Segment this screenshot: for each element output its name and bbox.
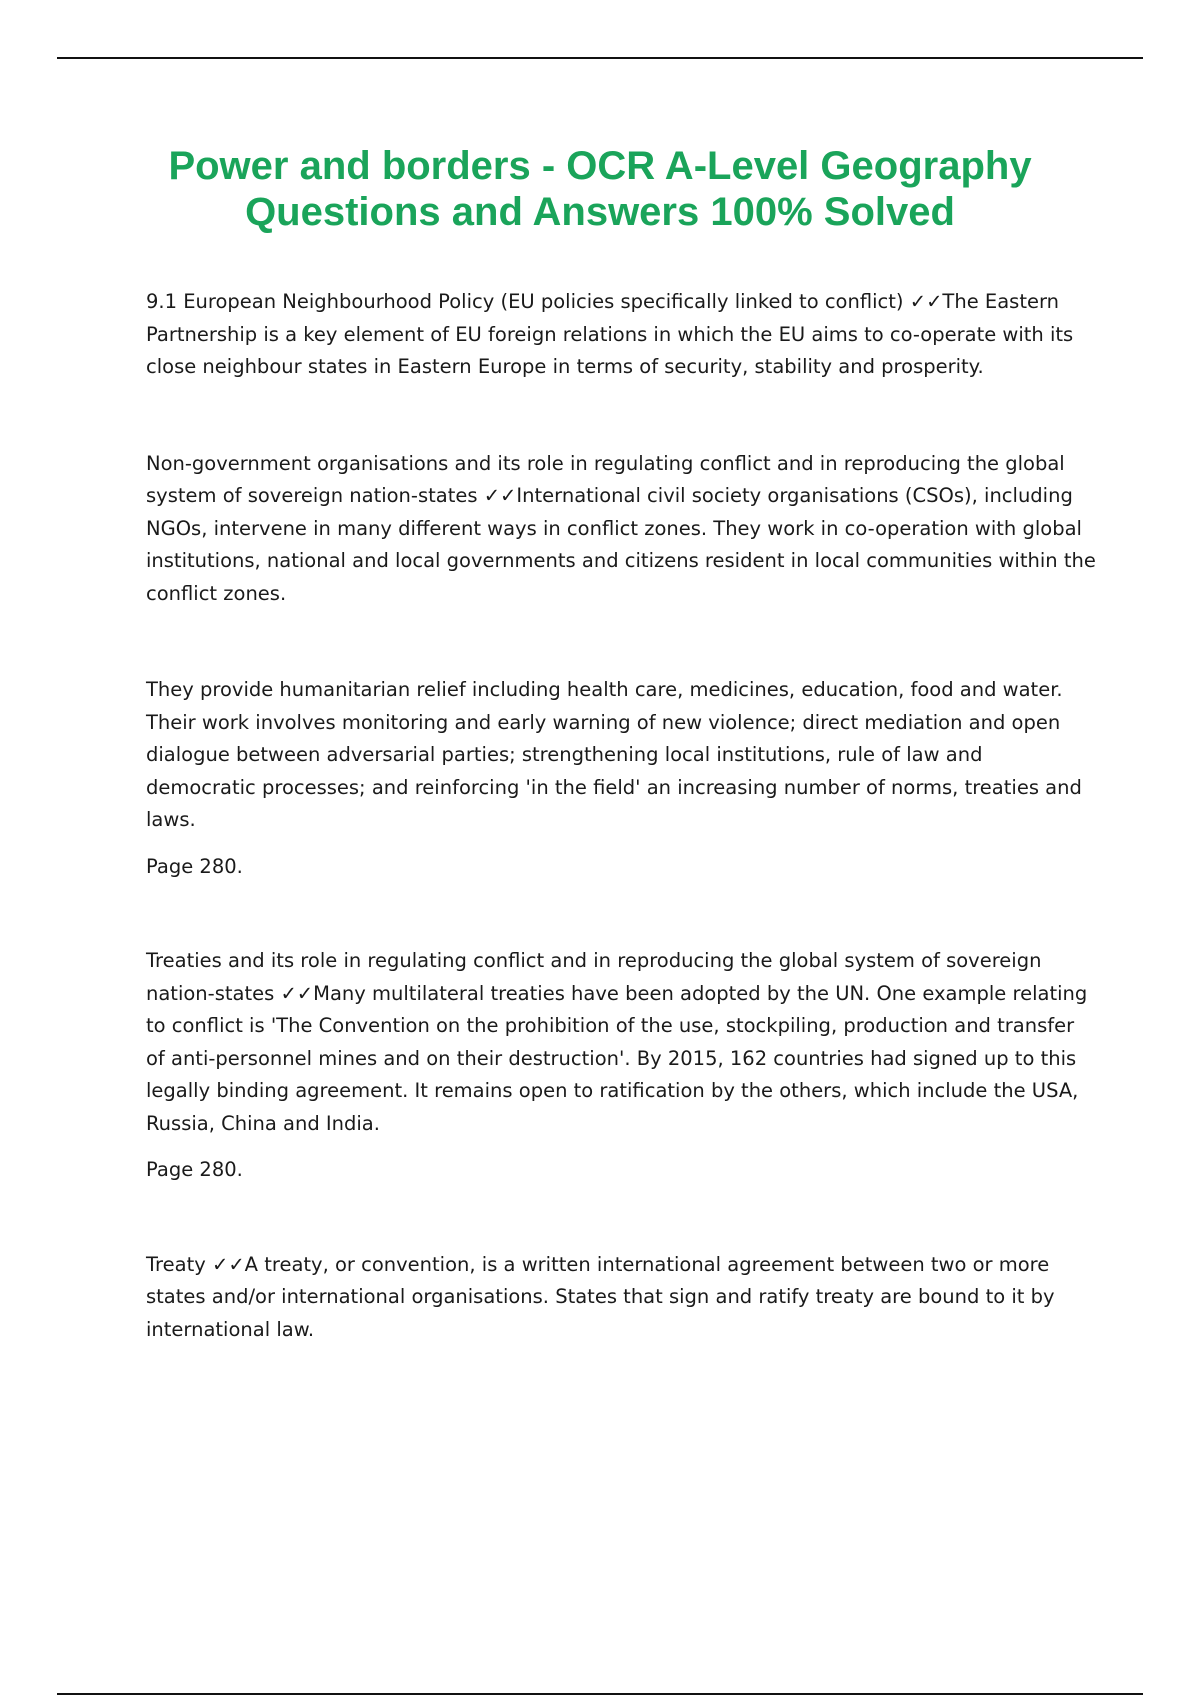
qa-entry-ngos xyxy=(146,448,1096,611)
question-text: Treaty xyxy=(146,1252,206,1276)
bottom-rule xyxy=(57,1693,1143,1695)
qa-entry-eu-neighbourhood xyxy=(146,286,1096,384)
document-title xyxy=(60,143,1140,235)
top-rule xyxy=(57,57,1143,59)
title-line-1: Power and borders - OCR A-Level Geography xyxy=(168,144,1032,188)
answer-text: A treaty, or convention, is a written international agreement between two or more states and/or international organisations. States that sign and ratify treaty are bound to it by international law. xyxy=(146,1252,1055,1341)
check-marks-icon: ✓✓ xyxy=(483,484,517,507)
answer-text: The Eastern Partnership is a key element of EU foreign relations in which the EU aims to co-operate with its close neighbour states in Eastern Europe in terms of security, stability and prosperity. xyxy=(146,290,1074,378)
check-marks-icon: ✓✓ xyxy=(280,981,314,1005)
question-text: Treaties and its role in regulating conflict and in reproducing the global system of sovereign nation-states xyxy=(146,949,1042,1005)
page-reference: Page 280. xyxy=(146,1158,243,1181)
page-reference: Page 280. xyxy=(146,854,243,878)
check-marks-icon: ✓✓ xyxy=(909,290,943,313)
check-marks-icon: ✓✓ xyxy=(211,1252,245,1276)
answer-text: International civil society organisations (CSOs), including NGOs, intervene in many different ways in conflict zones. They work in co-operation with global institutions, national and local governments and citizens resident in local communities within the conflict zones. xyxy=(146,484,1096,605)
document-body xyxy=(146,286,1096,1346)
qa-entry-treaty xyxy=(146,1249,1096,1347)
question-text: 9.1 European Neighbourhood Policy (EU policies specifically linked to conflict) xyxy=(146,290,904,313)
paragraph-ngo-activities: They provide humanitarian relief including health care, medicines, education, food and water. Their work involves monitoring and early warning of new violence; direct mediation and open dialogue between adversarial parties; strengthening local institutions, rule of law and democratic processes; and reinforcing 'in the field' an increasing number of norms, treaties and laws. xyxy=(146,678,1082,831)
title-line-2: Questions and Answers 100% Solved xyxy=(245,190,955,234)
question-text: Non-government organisations and its role in regulating conflict and in reproducing the global system of sovereign nation-states xyxy=(146,451,1065,507)
qa-entry-treaties xyxy=(146,945,1096,1140)
answer-text: Many multilateral treaties have been adopted by the UN. One example relating to conflict is 'The Convention on the prohibition of the use, stockpiling, production and transfer of anti-personnel mines and on their destruction'. By 2015, 162 countries had signed up to this legally binding agreement. It remains open to ratification by the others, which include the USA, Russia, China and India. xyxy=(146,981,1088,1135)
